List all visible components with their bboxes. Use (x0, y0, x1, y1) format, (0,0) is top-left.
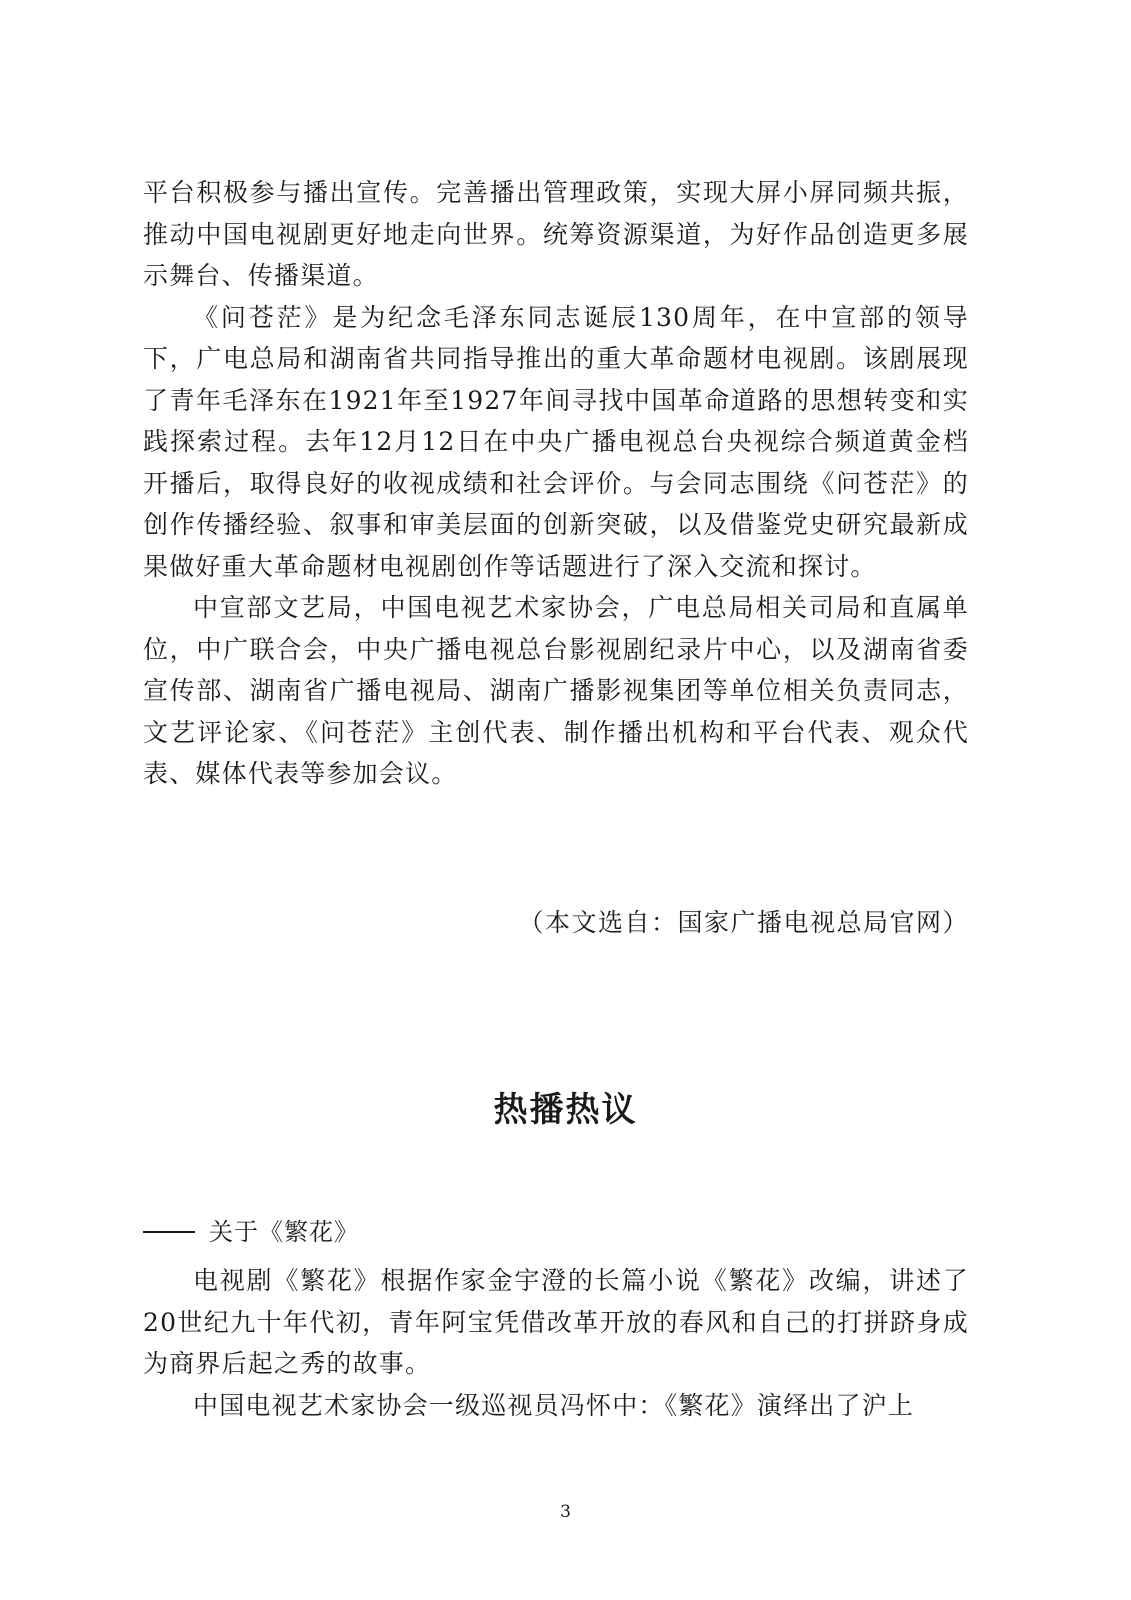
subheading-text: 关于《繁花》 (209, 1218, 359, 1246)
paragraph-fanhua-intro: 电视剧《繁花》根据作家金宇澄的长篇小说《繁花》改编，讲述了20世纪九十年代初，青年阿宝凭借改革开放的春风和自己的打拼跻身成为商界后起之秀的故事。 (143, 1266, 969, 1378)
paragraph-fanhua-comment: 中国电视艺术家协会一级巡视员冯怀中：《繁花》演绎出了沪上 (193, 1390, 915, 1420)
paragraph-attendees: 中宣部文艺局，中国电视艺术家协会，广电总局相关司局和直属单位，中广联合会，中央广播电视总台影视剧纪录片中心，以及湖南省委宣传部、湖南省广播电视局、湖南广播影视集团等单位相关负责同志，文艺评论家、《问苍茫》主创代表、制作播出机构和平台代表、观众代表、媒体代表等参加会议。 (143, 593, 969, 788)
article-body-bottom (143, 1260, 969, 1426)
section-title: 热播热议 (493, 1090, 638, 1130)
source-note: （本文选自：国家广播电视总局官网） (518, 908, 969, 937)
paragraph-wencangmang-intro: 《问苍茫》是为纪念毛泽东同志诞辰130周年，在中宣部的领导下，广电总局和湖南省共同指导推出的重大革命题材电视剧。该剧展现了青年毛泽东在1921年至1927年间寻找中国革命道路的思想转变和实践探索过程。去年12月12日在中央广播电视总台央视综合频道黄金档开播后，取得良好的收视成绩和社会评价。与会同志围绕《问苍茫》的创作传播经验、叙事和审美层面的创新突破，以及借鉴党史研究最新成果做好重大革命题材电视剧创作等话题进行了深入交流和探讨。 (143, 302, 969, 581)
paragraph-continuation: 平台积极参与播出宣传。完善播出管理政策，实现大屏小屏同频共振，推动中国电视剧更好地走向世界。统筹资源渠道，为好作品创造更多展示舞台、传播渠道。 (143, 178, 969, 290)
em-dash-rule (143, 1231, 195, 1233)
page-number: 3 (560, 1502, 571, 1522)
subheading (143, 1212, 359, 1252)
article-body-top (143, 172, 969, 795)
